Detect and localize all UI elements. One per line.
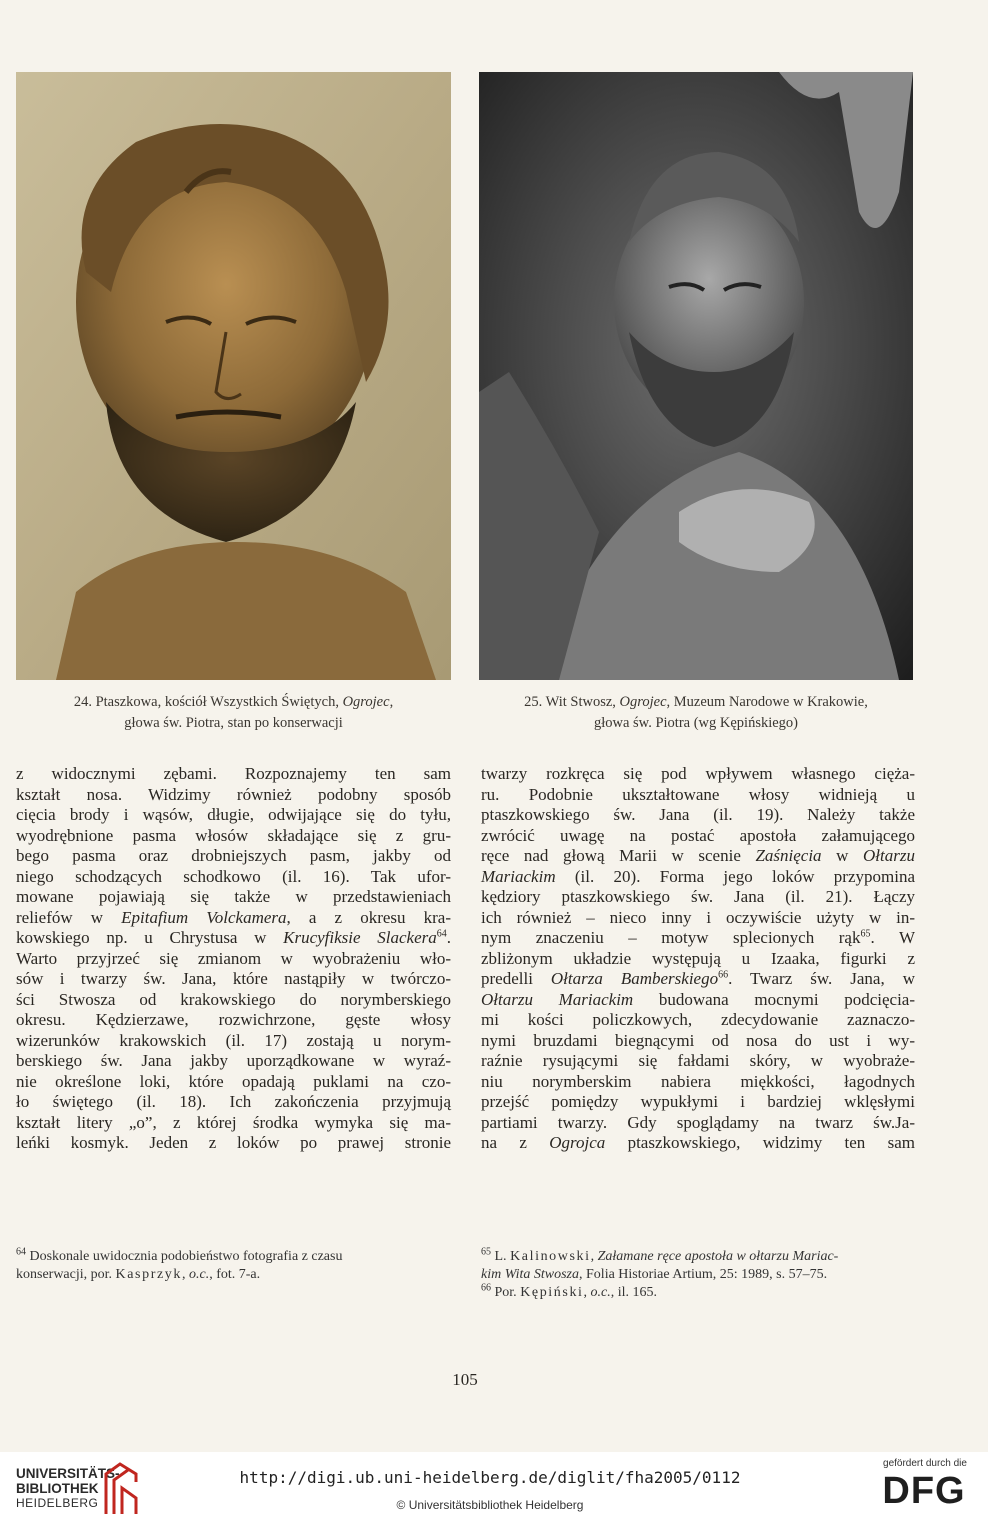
left-text-column	[16, 764, 451, 1154]
text-line: kowskiego np. u Chrystusa w Krucyfiksie Slackera$^{64}$.	[16, 928, 451, 947]
footnote-66: $^{66}$ Por. Kępiński, o.c., il. 165.	[481, 1282, 658, 1300]
text-line: leńki kosmyk. Jeden z loków po prawej stronie	[16, 1133, 451, 1152]
text-line: wyodrębnione pasma włosów składające się z gru-	[16, 825, 451, 845]
figure-24-caption: 24. Ptaszkowa, kościół Wszystkich Świętych, Ogrojec, głowa św. Piotra, stan po konserwacji	[73, 694, 394, 731]
source-url-link[interactable]: http://digi.ub.uni-heidelberg.de/diglit/fha2005/0112	[239, 1468, 741, 1487]
text-line: kształt nosa. Widzimy również podobny sposób	[16, 784, 451, 804]
text-line: ich również – nieco inny i oczywiście użyty w in-	[481, 907, 915, 927]
text-line: nym znaczeniu – motyw splecionych rąk$^{65}$. W	[481, 928, 915, 947]
text-line: mi kości policzkowych, zdecydowanie zaznaczo-	[481, 1010, 915, 1029]
text-line: na z Ogrojca ptaszkowskiego, widzimy ten sam	[481, 1133, 915, 1152]
text-line: cięcia brody i wąsów, długie, odwijające się do tyłu,	[16, 805, 451, 824]
text-line: berskiego św. Jana jakby uporządkowane w wyraź-	[16, 1051, 451, 1070]
figure-24-photo	[16, 72, 451, 680]
dfg-logo: DFG	[882, 1470, 966, 1512]
footnote-ref-65: 65	[860, 928, 871, 940]
library-logo-text: UNIVERSITÄTS- BIBLIOTHEK HEIDELBERG	[16, 1466, 120, 1510]
text-line: niu norymberskim nabiera miękkości, łagodnych	[481, 1071, 915, 1091]
footnote-ref-66: 66	[718, 969, 729, 981]
copyright-notice: © Universitätsbibliothek Heidelberg	[396, 1498, 584, 1512]
text-line: Ołtarzu Mariackim budowana mocnymi podcięcia-	[481, 989, 916, 1009]
figure-25-photo	[479, 72, 913, 680]
library-logo-icon	[100, 1460, 142, 1518]
text-line: z widocznymi zębami. Rozpoznajemy ten sam	[16, 764, 451, 783]
text-line: twarzy rozkręca się pod wpływem własnego cięża-	[481, 764, 915, 783]
text-line: przejść pomiędzy wypukłymi i bardziej wklęsłymi	[481, 1092, 915, 1111]
text-line: Warto przyjrzeć się zmianom w wyobrażeniu wło-	[16, 948, 451, 968]
page-number: 105	[452, 1370, 478, 1389]
text-line: zbliżonym układzie występują u Izaaka, figurki z	[481, 948, 915, 968]
footnote-64: $^{64}$ Doskonale uwidocznia podobieństwo fotografia z czasu konserwacji, por. Kasprzyk, o.c., fot. 7-a.	[16, 1246, 343, 1282]
text-line: Mariackim (il. 20). Forma jego loków przypomina	[481, 866, 915, 886]
text-line: nie określone loki, które opadają puklami na czo-	[16, 1071, 451, 1091]
text-line: ło świętego (il. 18). Ich zakończenia przyjmują	[16, 1092, 451, 1111]
dfg-funding-note: gefördert durch die	[883, 1458, 967, 1469]
footnotes-65-66: $^{65}$ L. Kalinowski, Załamane ręce apostoła w ołtarzu Mariac- kim Wita Stwosza, Folia Historiae Artium, 25: 1989, s. 57–75. $^{66}$ Por. Kępiński, o.c., il. 165.	[481, 1248, 921, 1302]
text-line: kędziory ptaszkowskiego św. Jana (il. 21). Łączy	[481, 887, 915, 906]
text-line: ści Stwosza od krakowskiego do norymberskiego	[16, 989, 451, 1009]
text-line: bego pasma oraz drobniejszych pasm, jakby od	[16, 846, 451, 865]
text-line: ru. Podobnie ukształtowane włosy widnieją u	[481, 784, 915, 804]
text-line: niego schodzących schodkowo (il. 16). Tak ufor-	[16, 866, 451, 886]
text-line: okresu. Kędzierzawe, rozwichrzone, gęste włosy	[16, 1010, 451, 1029]
text-line: kształt litery „o”, z której środka wymyka się ma-	[16, 1112, 451, 1132]
footnote-65: $^{65}$ L. Kalinowski, Załamane ręce apostoła w ołtarzu Mariac-	[481, 1246, 839, 1264]
text-line: reliefów w Epitafium Volckamera, a z okresu kra-	[16, 907, 451, 927]
text-line: ptaszkowskiego św. Jana (il. 19). Należy także	[481, 805, 915, 824]
text-line: ręce nad głową Marii w scenie Zaśnięcia w Ołtarzu	[481, 846, 915, 865]
footnote-ref-64: 64	[436, 928, 447, 940]
text-line: mowane pojawiają się także w przedstawieniach	[16, 887, 451, 906]
figure-25-caption: 25. Wit Stwosz, Ogrojec, Muzeum Narodowe w Krakowie, głowa św. Piotra (wg Kępińskiego)	[524, 694, 868, 731]
text-line: raźnie rysującymi się fałdami skóry, w wyobraże-	[481, 1051, 915, 1070]
text-line: nymi bruzdami biegnącymi od nosa do ust i wy-	[481, 1030, 915, 1050]
text-line: sów i twarzy św. Jana, które nastąpiły w twórczo-	[16, 969, 451, 988]
right-text-column	[481, 764, 915, 1154]
text-line: partiami twarzy. Gdy spoglądamy na twarz św.Ja-	[481, 1112, 915, 1132]
text-line: predelli Ołtarza Bamberskiego$^{66}$. Twarz św. Jana, w	[481, 969, 915, 988]
digitization-footer	[0, 1452, 988, 1524]
text-line: zwrócić uwagę na postać apostoła załamującego	[481, 825, 915, 845]
text-line: wizerunków krakowskich (il. 17) zostają u norym-	[16, 1030, 451, 1050]
